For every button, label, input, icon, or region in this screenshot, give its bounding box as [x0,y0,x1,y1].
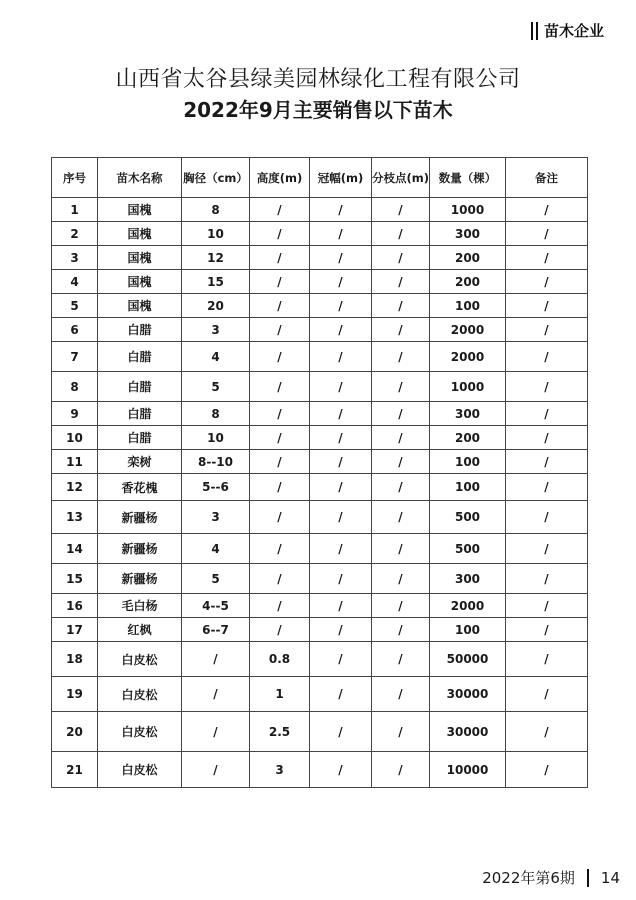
table-cell: / [372,198,430,222]
table-cell: 300 [430,402,506,426]
table-cell: / [372,642,430,677]
column-header: 高度(m) [250,158,310,198]
table-cell: / [250,534,310,564]
table-cell: / [372,594,430,618]
table-cell: / [250,594,310,618]
sales-title: 2022年9月主要销售以下苗木 [183,98,453,122]
section-tag [531,20,604,41]
table-cell: 白皮松 [98,712,182,752]
table-cell: 4--5 [182,594,250,618]
table-cell: 100 [430,294,506,318]
table-cell: 白皮松 [98,677,182,712]
table-cell: / [506,752,588,788]
issue-label: 2022年第6期 [482,869,575,887]
table-cell: 300 [430,222,506,246]
table-cell: / [506,564,588,594]
page-footer [482,867,620,888]
table-cell: / [250,474,310,501]
table-cell: 2000 [430,594,506,618]
table-cell: 4 [182,534,250,564]
table-cell: / [506,642,588,677]
table-cell: 8--10 [182,450,250,474]
table-row [52,677,588,712]
table-row [52,246,588,270]
table-cell: 红枫 [98,618,182,642]
table-cell: / [250,270,310,294]
column-header: 分枝点(m) [372,158,430,198]
table-cell: 4 [182,342,250,372]
table-cell: 12 [52,474,98,501]
table-row [52,474,588,501]
table-cell: / [250,342,310,372]
table-cell: 国槐 [98,246,182,270]
table-cell: / [372,564,430,594]
table-cell: / [250,618,310,642]
table-cell: / [182,677,250,712]
table-cell: / [310,752,372,788]
table-cell: / [372,474,430,501]
table-cell: / [310,677,372,712]
table-cell: 200 [430,426,506,450]
table-row [52,318,588,342]
table-cell: / [310,342,372,372]
table-cell: 国槐 [98,198,182,222]
table-cell: 新疆杨 [98,564,182,594]
table-cell: / [250,501,310,534]
table-cell: / [182,642,250,677]
table-row [52,450,588,474]
table-cell: 白皮松 [98,642,182,677]
table-cell: / [506,618,588,642]
table-cell: / [310,198,372,222]
table-cell: 200 [430,246,506,270]
table-cell: 4 [52,270,98,294]
table-cell: / [310,642,372,677]
table-cell: / [310,294,372,318]
table-row [52,372,588,402]
table-cell: / [506,712,588,752]
table-cell: / [310,318,372,342]
table-row [52,294,588,318]
table-cell: 白腊 [98,426,182,450]
table-cell: 白腊 [98,318,182,342]
table-cell: / [506,594,588,618]
column-header: 备注 [506,158,588,198]
table-cell: / [310,564,372,594]
table-row [52,642,588,677]
table-cell: 14 [52,534,98,564]
table-cell: 0.8 [250,642,310,677]
table-cell: / [250,372,310,402]
page-title [0,66,636,124]
table-row [52,426,588,450]
table-cell: / [506,318,588,342]
table-cell: 13 [52,501,98,534]
table-cell: / [372,402,430,426]
table-cell: 15 [52,564,98,594]
table-cell: / [372,222,430,246]
table-cell: / [250,426,310,450]
table-cell: 100 [430,618,506,642]
table-cell: 国槐 [98,222,182,246]
table-cell: 500 [430,534,506,564]
table-row [52,752,588,788]
table-cell: 国槐 [98,270,182,294]
table-cell: 12 [182,246,250,270]
footer-divider [587,869,589,887]
table-cell: 9 [52,402,98,426]
table-cell: / [250,564,310,594]
table-cell: 7 [52,342,98,372]
table-cell: 3 [182,501,250,534]
table-cell: 8 [52,372,98,402]
table-cell: 6--7 [182,618,250,642]
table-cell: / [310,372,372,402]
table-cell: / [310,450,372,474]
table-cell: / [506,534,588,564]
table-row [52,618,588,642]
table-cell: / [506,402,588,426]
table-cell: 栾树 [98,450,182,474]
table-cell: 18 [52,642,98,677]
table-cell: 5 [182,564,250,594]
table-cell: / [310,594,372,618]
column-header: 胸径（cm） [182,158,250,198]
table-cell: 2000 [430,342,506,372]
table-cell: / [182,752,250,788]
section-tag-bars [531,22,538,40]
table-cell: / [372,677,430,712]
table-row [52,198,588,222]
table-cell: / [506,372,588,402]
table-cell: / [506,450,588,474]
table-cell: 5 [52,294,98,318]
table-cell: 20 [52,712,98,752]
table-cell: 白腊 [98,402,182,426]
table-cell: 3 [250,752,310,788]
table-cell: / [506,474,588,501]
table-cell: 1 [250,677,310,712]
table-cell: / [250,222,310,246]
table-cell: / [310,426,372,450]
table-cell: 10 [182,426,250,450]
table-cell: 500 [430,501,506,534]
table-cell: 200 [430,270,506,294]
table-cell: / [372,712,430,752]
table-cell: / [372,752,430,788]
table-cell: / [506,501,588,534]
table-cell: 毛白杨 [98,594,182,618]
table-cell: / [310,402,372,426]
table-cell: / [372,426,430,450]
table-cell: 17 [52,618,98,642]
table-cell: 8 [182,402,250,426]
table-cell: 100 [430,474,506,501]
table-row [52,222,588,246]
table-cell: 100 [430,450,506,474]
table-cell: / [310,222,372,246]
column-header: 数量（棵） [430,158,506,198]
table-cell: / [182,712,250,752]
table-row [52,402,588,426]
table-cell: / [506,246,588,270]
table-cell: 3 [52,246,98,270]
table-cell: 21 [52,752,98,788]
table-cell: 8 [182,198,250,222]
table-cell: 1 [52,198,98,222]
table-cell: 15 [182,270,250,294]
table-cell: 1000 [430,372,506,402]
table-cell: 10 [52,426,98,450]
table-cell: / [250,246,310,270]
table-cell: / [506,294,588,318]
table-row [52,712,588,752]
table-cell: 5--6 [182,474,250,501]
section-tag-label: 苗木企业 [543,22,604,40]
table-cell: / [250,450,310,474]
table-cell: 10000 [430,752,506,788]
table-cell: / [250,402,310,426]
table-cell: / [372,270,430,294]
table-cell: 国槐 [98,294,182,318]
company-title: 山西省太谷县绿美园林绿化工程有限公司 [115,67,521,92]
table-cell: 新疆杨 [98,534,182,564]
table-cell: 30000 [430,677,506,712]
table-cell: / [372,246,430,270]
table-cell: / [372,318,430,342]
table-cell: 2.5 [250,712,310,752]
table-cell: / [372,294,430,318]
table-cell: / [310,501,372,534]
table-cell: / [506,426,588,450]
table-cell: 3 [182,318,250,342]
table-cell: 2 [52,222,98,246]
table-cell: 6 [52,318,98,342]
table-cell: / [506,342,588,372]
table-cell: / [310,534,372,564]
table-cell: / [506,198,588,222]
table-cell: / [372,372,430,402]
table-cell: / [506,270,588,294]
page-number: 14 [600,868,620,887]
table-row [52,501,588,534]
table-cell: 11 [52,450,98,474]
table-cell: 16 [52,594,98,618]
table-cell: 19 [52,677,98,712]
table-cell: 10 [182,222,250,246]
table-cell: / [372,342,430,372]
table-row [52,594,588,618]
column-header: 苗木名称 [98,158,182,198]
table-cell: / [250,198,310,222]
table-row [52,534,588,564]
table-cell: 30000 [430,712,506,752]
table-cell: 2000 [430,318,506,342]
table-cell: / [372,450,430,474]
table-cell: / [310,270,372,294]
table-cell: 50000 [430,642,506,677]
table-cell: / [310,246,372,270]
table-cell: / [250,318,310,342]
table-cell: 1000 [430,198,506,222]
table-cell: 白腊 [98,342,182,372]
table-cell: 5 [182,372,250,402]
table-cell: 新疆杨 [98,501,182,534]
table-cell: / [506,677,588,712]
table-cell: / [310,474,372,501]
table-cell: 白皮松 [98,752,182,788]
table-cell: / [372,534,430,564]
table-cell: / [310,712,372,752]
table-header-row [52,158,588,198]
table-cell: 白腊 [98,372,182,402]
column-header: 序号 [52,158,98,198]
table-cell: / [372,501,430,534]
seedling-table [51,157,588,788]
table-cell: 300 [430,564,506,594]
table-row [52,270,588,294]
table-cell: / [506,222,588,246]
table-cell: / [372,618,430,642]
column-header: 冠幅(m) [310,158,372,198]
table-cell: 20 [182,294,250,318]
table-cell: 香花槐 [98,474,182,501]
table-cell: / [250,294,310,318]
table-row [52,564,588,594]
table-row [52,342,588,372]
table-cell: / [310,618,372,642]
